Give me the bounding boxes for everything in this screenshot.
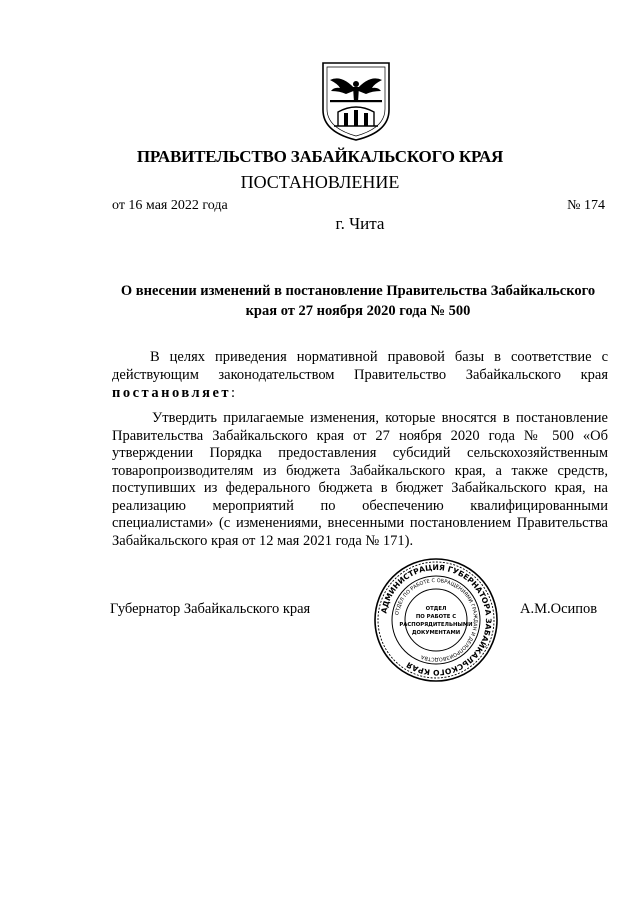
seal-center-line-2: ПО РАБОТЕ С [415, 614, 457, 620]
seal-outer-text: АДМИНИСТРАЦИЯ ГУБЕРНАТОРА ЗАБАЙКАЛЬСКОГО КРАЯ [379, 562, 494, 678]
document-subject: О внесении изменений в постановление Правительства Забайкальского края от 27 ноября 2020 года № 500 [120, 283, 596, 319]
coat-of-arms-icon [320, 60, 392, 142]
preamble-colon: : [231, 385, 236, 401]
seal-center-line-4: ДОКУМЕНТАМИ [411, 630, 461, 636]
signer-title: Губернатор Забайкальского края [110, 601, 311, 617]
document-number: № 174 [567, 198, 605, 213]
document-date: от 16 мая 2022 года [112, 198, 228, 213]
official-seal-icon [372, 556, 500, 684]
preamble-paragraph [112, 348, 608, 402]
seal-inner-text: ОТДЕЛ ПО РАБОТЕ С ОБРАЩЕНИЯМИ ГРАЖДАН И ДЕЛОПРОИЗВОДСТВА [394, 577, 479, 663]
document-type: ПОСТАНОВЛЕНИЕ [240, 172, 400, 192]
preamble-text: В целях приведения нормативной правовой базы в соответствие с действующим законодательством Правительство Забайкальского края [112, 349, 608, 383]
government-title: ПРАВИТЕЛЬСТВО ЗАБАЙКАЛЬСКОГО КРАЯ [136, 147, 504, 166]
signer-name: А.М.Осипов [520, 601, 598, 617]
seal-center-line-1: ОТДЕЛ [425, 606, 447, 612]
seal-center-line-3: РАСПОРЯДИТЕЛЬНЫМИ [399, 622, 473, 628]
body-paragraph: Утвердить прилагаемые изменения, которые вносятся в постановление Правительства Забайкальского края от 27 ноября 2020 года № 500 «Об утверждении Порядка предоставления субсидий сельскохозяйственным товаропроизводителям из бюджета Забайкальского края, а также средств, поступивших из федерального бюджета в бюджет Забайкальского края, на реализацию мероприятий по обеспечению квалифицированными специалистами» (с изменениями, внесенными постановлением Правительства Забайкальского края от 12 мая 2021 года № 171). [112, 410, 608, 549]
resolves-word: постановляет [112, 385, 232, 401]
document-city: г. Чита [335, 214, 385, 233]
